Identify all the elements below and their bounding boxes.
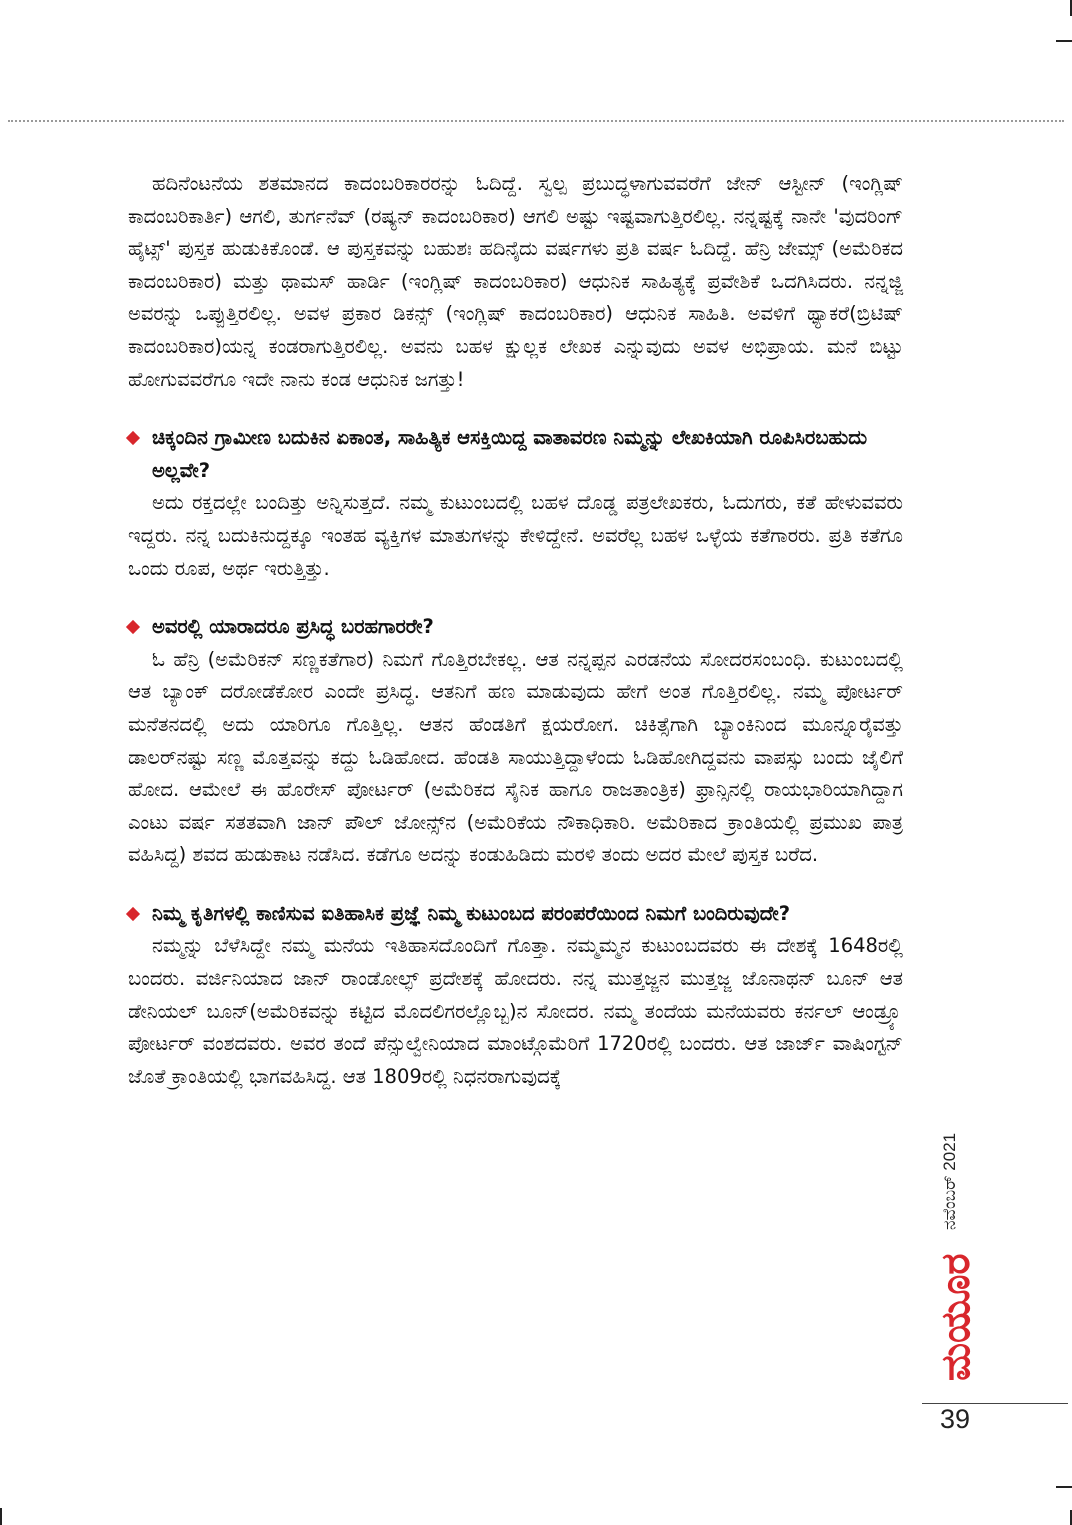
question (128, 422, 903, 487)
question (128, 611, 903, 644)
page-number: 39 (940, 1404, 971, 1434)
question-text: ಅವರಲ್ಲಿ ಯಾರಾದರೂ ಪ್ರಸಿದ್ಧ ಬರಹಗಾರರೇ? (152, 615, 434, 639)
intro-paragraph: ಹದಿನೆಂಟನೆಯ ಶತಮಾನದ ಕಾದಂಬರಿಕಾರರನ್ನು ಓದಿದ್ದೆ. ಸ್ವಲ್ಪ ಪ್ರಬುದ್ಧಳಾಗುವವರೆಗೆ ಜೇನ್ ಆಸ್ಟೀನ್ (ಇಂಗ್ಲಿಷ್ ಕಾದಂಬರಿಕಾರ್ತಿ) ಆಗಲಿ, ತುರ್ಗನೆವ್ (ರಷ್ಯನ್ ಕಾದಂಬರಿಕಾರ) ಆಗಲಿ ಅಷ್ಟು ಇಷ್ಟವಾಗುತ್ತಿರಲಿಲ್ಲ. ನನ್ನಷ್ಟಕ್ಕೆ ನಾನೇ 'ವುದರಿಂಗ್ ಹೈಟ್ಸ್' ಪುಸ್ತಕ ಹುಡುಕಿಕೊಂಡೆ. ಆ ಪುಸ್ತಕವನ್ನು ಬಹುಶಃ ಹದಿನೈದು ವರ್ಷಗಳು ಪ್ರತಿ ವರ್ಷ ಓದಿದ್ದೆ. ಹೆನ್ರಿ ಜೇಮ್ಸ್ (ಅಮೆರಿಕದ ಕಾದಂಬರಿಕಾರ) ಮತ್ತು ಥಾಮಸ್ ಹಾರ್ಡಿ (ಇಂಗ್ಲಿಷ್ ಕಾದಂಬರಿಕಾರ) ಆಧುನಿಕ ಸಾಹಿತ್ಯಕ್ಕೆ ಪ್ರವೇಶಿಕೆ ಒದಗಿಸಿದರು. ನನ್ನಜ್ಜಿ ಅವರನ್ನು ಒಪ್ಪುತ್ತಿರಲಿಲ್ಲ. ಅವಳ ಪ್ರಕಾರ ಡಿಕನ್ಸ್ (ಇಂಗ್ಲಿಷ್ ಕಾದಂಬರಿಕಾರ) ಆಧುನಿಕ ಸಾಹಿತಿ. ಅವಳಿಗೆ ಥ್ಯಾಕರೆ(ಬ್ರಿಟಿಷ್ ಕಾದಂಬರಿಕಾರ)ಯನ್ನ ಕಂಡರಾಗುತ್ತಿರಲಿಲ್ಲ. ಅವನು ಬಹಳ ಕ್ಷುಲ್ಲಕ ಲೇಖಕ ಎನ್ನುವುದು ಅವಳ ಅಭಿಪ್ರಾಯ. ಮನೆ ಬಿಟ್ಟು ಹೋಗುವವರೆಗೂ ಇದೇ ನಾನು ಕಂಡ ಆಧುನಿಕ ಜಗತ್ತು! (128, 172, 903, 391)
crop-mark (1056, 40, 1072, 42)
answer-paragraph: ಅದು ರಕ್ತದಲ್ಲೇ ಬಂದಿತ್ತು ಅನ್ನಿಸುತ್ತದೆ. ನಮ್ಮ ಕುಟುಂಬದಲ್ಲಿ ಬಹಳ ದೊಡ್ಡ ಪತ್ರಲೇಖಕರು, ಓದುಗರು, ಕತೆ ಹೇಳುವವರು ಇದ್ದರು. ನನ್ನ ಬದುಕಿನುದ್ದಕ್ಕೂ ಇಂತಹ ವ್ಯಕ್ತಿಗಳ ಮಾತುಗಳನ್ನು ಕೇಳಿದ್ದೇನೆ. ಅವರೆಲ್ಲ ಬಹಳ ಒಳ್ಳೆಯ ಕತೆಗಾರರು. ಪ್ರತಿ ಕತೆಗೂ ಒಂದು ರೂಪ, ಅರ್ಥ ಇರುತ್ತಿತ್ತು. (128, 491, 903, 580)
question (128, 898, 903, 931)
qa-block (128, 898, 903, 1094)
qa-block (128, 422, 903, 585)
diamond-bullet-icon (126, 620, 140, 634)
issue-date: ನವೆಂಬರ್ 2021 (940, 1132, 959, 1230)
crop-mark (1056, 1486, 1072, 1488)
answer-paragraph: ನಮ್ಮನ್ನು ಬೆಳೆಸಿದ್ದೇ ನಮ್ಮ ಮನೆಯ ಇತಿಹಾಸದೊಂದಿಗೆ ಗೊತ್ತಾ. ನಮ್ಮಮ್ಮನ ಕುಟುಂಬದವರು ಈ ದೇಶಕ್ಕೆ 1648ರಲ್ಲಿ ಬಂದರು. ವರ್ಜಿನಿಯಾದ ಜಾನ್ ರಾಂಡೋಲ್ಫ್ ಪ್ರದೇಶಕ್ಕೆ ಹೋದರು. ನನ್ನ ಮುತ್ತಜ್ಜನ ಮುತ್ತಜ್ಜ ಜೊನಾಥನ್ ಬೂನ್ ಆತ ಡೇನಿಯಲ್ ಬೂನ್(ಅಮೆರಿಕವನ್ನು ಕಟ್ಟಿದ ಮೊದಲಿಗರಲ್ಲೊಬ್ಬ)ನ ಸೋದರ. ನಮ್ಮ ತಂದೆಯ ಮನೆಯವರು ಕರ್ನಲ್ ಆಂಡ್ರ್ಯೂ ಪೋರ್ಟರ್ ವಂಶದವರು. ಅವರ ತಂದೆ ಪೆನ್ಸುಲ್ವೇನಿಯಾದ ಮಾಂಟ್ಗೊಮೆರಿಗೆ 1720ರಲ್ಲಿ ಬಂದರು. ಆತ ಜಾರ್ಜ್ ವಾಷಿಂಗ್ಟನ್ ಜೊತೆ ಕ್ರಾಂತಿಯಲ್ಲಿ ಭಾಗವಹಿಸಿದ್ದ. ಆತ 1809ರಲ್ಲಿ ನಿಧನರಾಗುವುದಕ್ಕೆ (128, 934, 903, 1088)
diamond-bullet-icon (126, 431, 140, 445)
question-text: ನಿಮ್ಮ ಕೃತಿಗಳಲ್ಲಿ ಕಾಣಿಸುವ ಐತಿಹಾಸಿಕ ಪ್ರಜ್ಞೆ ನಿಮ್ಮ ಕುಟುಂಬದ ಪರಂಪರೆಯಿಂದ ನಿಮಗೆ ಬಂದಿರುವುದೇ? (152, 901, 791, 925)
header-dotted-rule (8, 120, 1064, 122)
article-body (128, 168, 903, 1093)
diamond-bullet-icon (126, 907, 140, 921)
answer-paragraph: ಓ ಹೆನ್ರಿ (ಅಮೆರಿಕನ್ ಸಣ್ಣಕತೆಗಾರ) ನಿಮಗೆ ಗೊತ್ತಿರಬೇಕಲ್ಲ. ಆತ ನನ್ನಪ್ಪನ ಎರಡನೆಯ ಸೋದರಸಂಬಂಧಿ. ಕುಟುಂಬದಲ್ಲಿ ಆತ ಬ್ಯಾಂಕ್ ದರೋಡೆಕೋರ ಎಂದೇ ಪ್ರಸಿದ್ಧ. ಆತನಿಗೆ ಹಣ ಮಾಡುವುದು ಹೇಗೆ ಅಂತ ಗೊತ್ತಿರಲಿಲ್ಲ. ನಮ್ಮ ಪೋರ್ಟರ್ ಮನೆತನದಲ್ಲಿ ಅದು ಯಾರಿಗೂ ಗೊತ್ತಿಲ್ಲ. ಆತನ ಹೆಂಡತಿಗೆ ಕ್ಷಯರೋಗ. ಚಿಕಿತ್ಸೆಗಾಗಿ ಬ್ಯಾಂಕಿನಿಂದ ಮೂನ್ನೂರೈವತ್ತು ಡಾಲರ್‌ನಷ್ಟು ಸಣ್ಣ ಮೊತ್ತವನ್ನು ಕದ್ದು ಓಡಿಹೋದ. ಹೆಂಡತಿ ಸಾಯುತ್ತಿದ್ದಾಳೆಂದು ಓಡಿಹೋಗಿದ್ದವನು ವಾಪಸ್ಸು ಬಂದು ಜೈಲಿಗೆ ಹೋದ. ಆಮೇಲೆ ಈ ಹೊರೇಸ್ ಪೋರ್ಟರ್ (ಅಮೆರಿಕದ ಸೈನಿಕ ಹಾಗೂ ರಾಜತಾಂತ್ರಿಕ) ಫ್ರಾನ್ಸಿನಲ್ಲಿ ರಾಯಭಾರಿಯಾಗಿದ್ದಾಗ ಎಂಟು ವರ್ಷ ಸತತವಾಗಿ ಜಾನ್ ಪೌಲ್ ಜೋನ್ಸ್‌ನ (ಅಮೆರಿಕೆಯ ನೌಕಾಧಿಕಾರಿ. ಅಮೆರಿಕಾದ ಕ್ರಾಂತಿಯಲ್ಲಿ ಪ್ರಮುಖ ಪಾತ್ರ ವಹಿಸಿದ್ದ) ಶವದ ಹುಡುಕಾಟ ನಡೆಸಿದ. ಕಡೆಗೂ ಅದನ್ನು ಕಂಡುಹಿಡಿದು ಮರಳಿ ತಂದು ಅದರ ಮೇಲೆ ಪುಸ್ತಕ ಬರೆದ. (128, 647, 903, 867)
crop-mark (0, 1508, 2, 1525)
magazine-masthead: ಮಯೂರ (933, 1253, 979, 1381)
qa-block (128, 611, 903, 872)
question-text: ಚಿಕ್ಕಂದಿನ ಗ್ರಾಮೀಣ ಬದುಕಿನ ಏಕಾಂತ, ಸಾಹಿತ್ಯಿಕ ಆಸಕ್ತಿಯಿದ್ದ ವಾತಾವರಣ ನಿಮ್ಮನ್ನು ಲೇಖಕಿಯಾಗಿ ರೂಪಿಸಿರಬಹುದು ಅಲ್ಲವೇ? (152, 426, 868, 482)
